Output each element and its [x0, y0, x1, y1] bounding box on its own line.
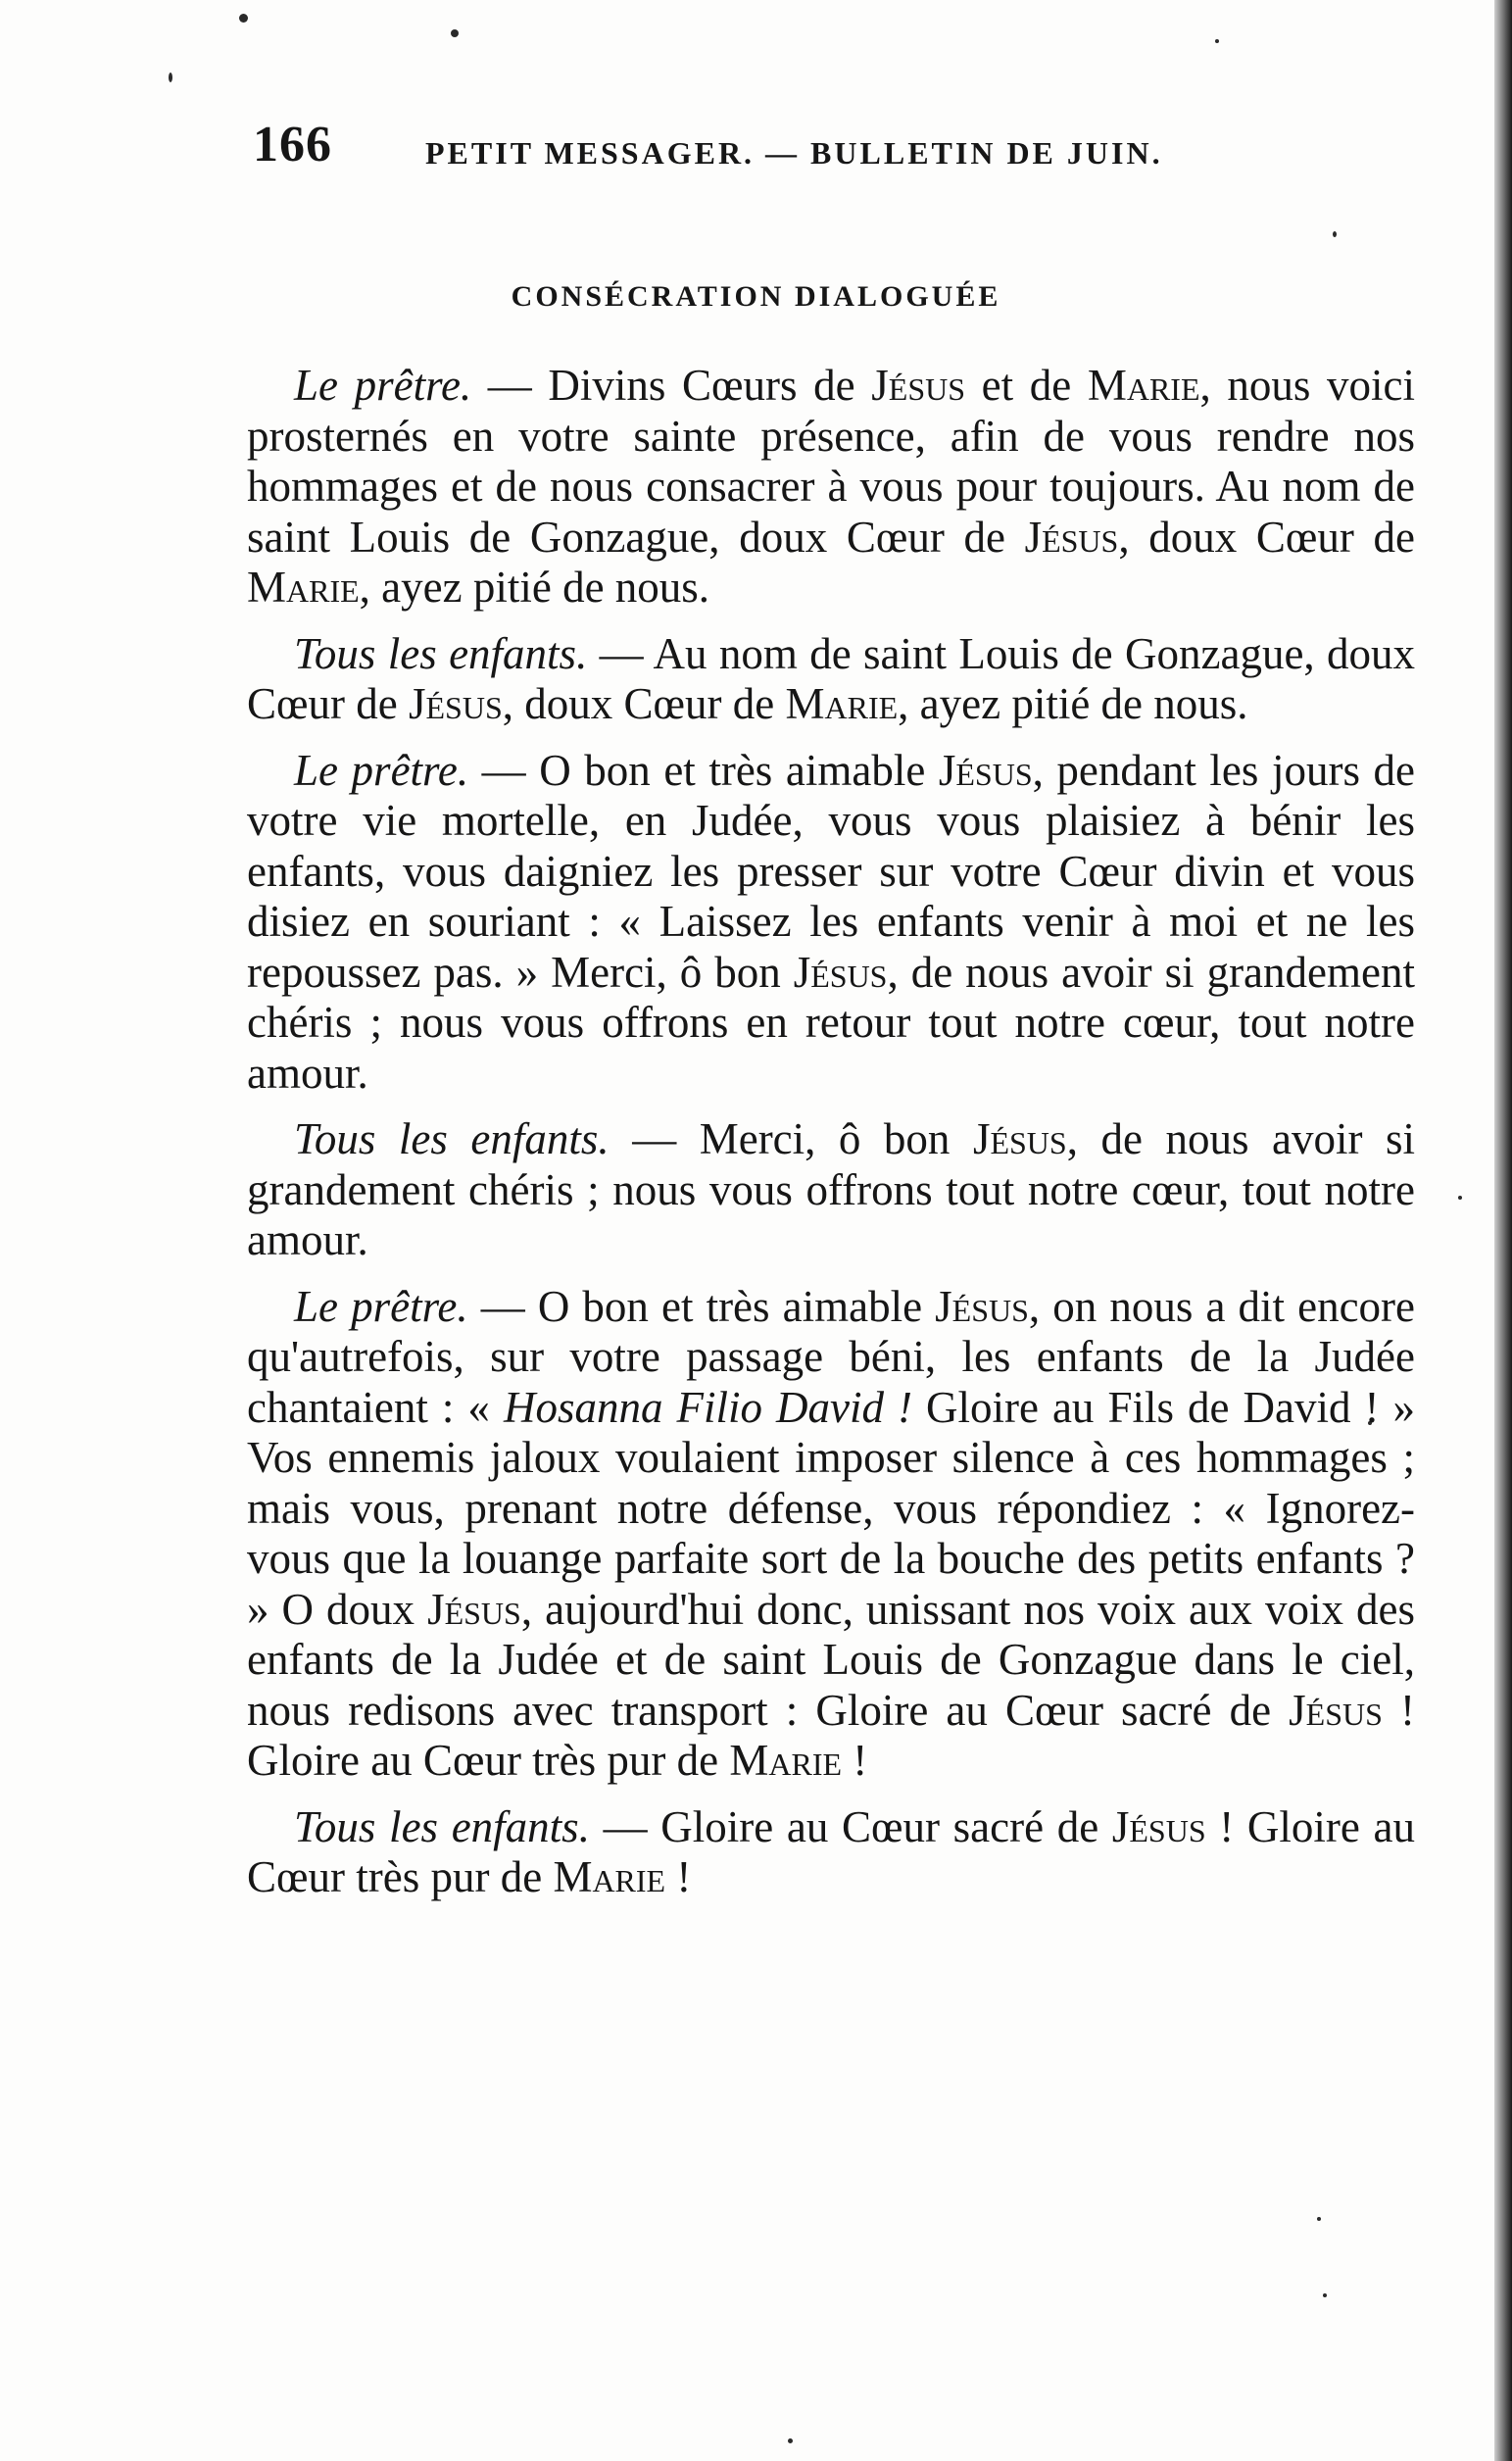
divine-name: Marie [553, 1852, 666, 1901]
divine-name: Marie [1087, 361, 1200, 410]
divine-name: Jésus [427, 1584, 521, 1634]
text-run: — Divins Cœurs de [471, 361, 872, 410]
text-run: ! Gloire au Cœur très pur de [247, 1685, 1415, 1785]
text-run: , doux Cœur de [1118, 512, 1415, 562]
text-run: , nous voici prosternés en votre sainte présence, afin de vous rendre nos hommages et de nous consacrer à vous pour toujours. Au nom de saint Louis de Gonzague, doux Cœur de [247, 361, 1415, 562]
divine-name: Jésus [793, 947, 888, 997]
dialogue-paragraph [247, 746, 1415, 1100]
speaker-label: Tous les enfants. [294, 628, 588, 678]
scan-speck [1323, 2293, 1327, 2297]
text-run: , aujourd'hui donc, unissant nos voix aux voix des enfants de la Judée et de saint Louis de Gonzague dans le ciel, nous redisons avec transport : Gloire au Cœur sacré de [247, 1584, 1415, 1735]
dialogue-paragraph [247, 1802, 1415, 1903]
text-run: , de nous avoir si grandement chéris ; nous vous offrons en retour tout notre cœur, tout notre amour. [247, 947, 1415, 1098]
speaker-label: Le prêtre. [294, 745, 469, 795]
text-run: , doux Cœur de [502, 679, 786, 728]
dialogue-paragraph [247, 361, 1415, 614]
speaker-label: Tous les enfants. [294, 1114, 610, 1163]
divine-name: Jésus [935, 1281, 1029, 1331]
scan-speck [1215, 39, 1219, 43]
scan-speck [788, 2438, 793, 2443]
dialogue-paragraph [247, 1114, 1415, 1266]
text-run: ! [665, 1852, 692, 1901]
text-run: , ayez pitié de nous. [359, 563, 710, 612]
page-edge-shadow [1494, 0, 1512, 2461]
text-run: — Au nom de saint Louis de Gonzague, doux Cœur de [247, 628, 1416, 728]
text-run: ! Gloire au Cœur très pur de [247, 1801, 1416, 1901]
divine-name: Jésus [1289, 1685, 1383, 1735]
divine-name: Marie [729, 1736, 843, 1785]
text-run: — Gloire au Cœur sacré de [589, 1801, 1112, 1851]
text-run: , de nous avoir si grandement chéris ; nous vous offrons tout notre cœur, tout notre amour. [247, 1114, 1415, 1264]
scan-speck [1317, 2217, 1321, 2221]
text-run: et de [965, 361, 1088, 410]
text-run: , ayez pitié de nous. [898, 679, 1248, 728]
page-number: 166 [253, 117, 332, 172]
running-title: PETIT MESSAGER. — BULLETIN DE JUIN. [425, 135, 1163, 171]
divine-name: Marie [785, 679, 899, 728]
divine-name: Jésus [1024, 512, 1119, 562]
dialogue-body [247, 361, 1415, 1919]
speaker-label: Tous les enfants. [294, 1801, 590, 1851]
running-head [253, 116, 1321, 184]
dialogue-paragraph [247, 1282, 1415, 1787]
text-run: — Merci, ô bon [609, 1114, 973, 1163]
text-run: , on nous a dit encore qu'autrefois, sur votre passage béni, les enfants de la Judée chantaient : « [247, 1281, 1416, 1432]
divine-name: Jésus [972, 1114, 1067, 1163]
scan-speck [451, 29, 459, 37]
text-run: Gloire au Fils de David ! » Vos ennemis jaloux voulaient imposer silence à ces hommages ; mais vous, prenant notre défense, vous répondiez : « Ignorez-vous que la louange parfaite sort de la bouche des petits enfants ? » O doux [247, 1382, 1415, 1634]
scan-speck [239, 14, 248, 23]
latin-quote: Hosanna Filio David ! [503, 1382, 912, 1432]
text-run: ! [842, 1736, 868, 1785]
scan-speck [169, 73, 172, 82]
scan-speck [1333, 231, 1337, 237]
speaker-label: Le prêtre. [294, 361, 472, 410]
speaker-label: Le prêtre. [294, 1281, 468, 1331]
text-run: — O bon et très aimable [467, 1281, 936, 1331]
divine-name: Jésus [1111, 1801, 1206, 1851]
divine-name: Jésus [871, 361, 966, 410]
section-title: CONSÉCRATION DIALOGUÉE [511, 280, 1001, 313]
divine-name: Marie [247, 563, 360, 612]
divine-name: Jésus [408, 679, 503, 728]
text-run: — O bon et très aimable [468, 745, 939, 795]
scan-speck [1458, 1196, 1462, 1200]
divine-name: Jésus [938, 745, 1033, 795]
text-run: , pendant les jours de votre vie mortelle, en Judée, vous vous plaisiez à bénir les enfants, vous daigniez les presser sur votre Cœur divin et vous disiez en souriant : « Laissez les enfants venir à moi et ne les repoussez pas. » Merci, ô bon [247, 745, 1415, 997]
dialogue-paragraph [247, 629, 1415, 730]
